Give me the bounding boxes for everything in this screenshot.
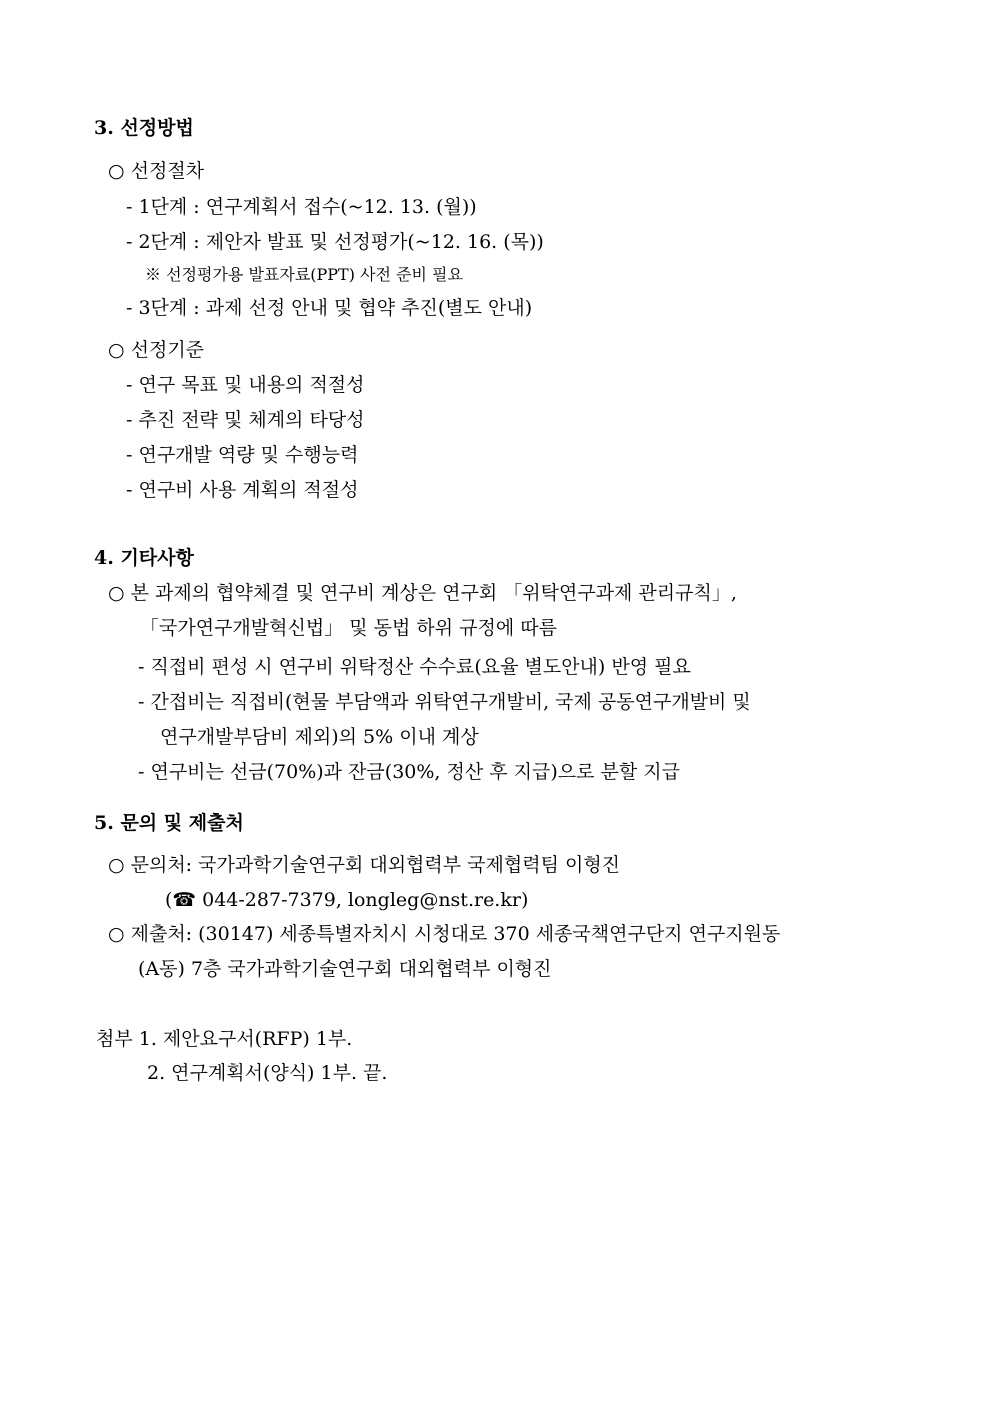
agreement-paragraph-line2: 「국가연구개발혁신법」 및 동법 하위 규정에 따름 <box>140 617 557 639</box>
criteria-item: - 연구 목표 및 내용의 적절성 <box>126 374 365 396</box>
attachment-1: 첨부 1. 제안요구서(RFP) 1부. <box>96 1028 353 1050</box>
cost-item: - 간접비는 직접비(현물 부담액과 위탁연구개발비, 국제 공동연구개발비 및 <box>138 691 751 713</box>
inquiry-phone-email: (☎ 044-287-7379, longleg@nst.re.kr) <box>165 889 529 911</box>
cost-item: - 연구비는 선금(70%)과 잔금(30%, 정산 후 지급)으로 분할 지급 <box>138 761 680 783</box>
submission-address: ○ 제출처: (30147) 세종특별자치시 시청대로 370 세종국책연구단지 연구지원동 <box>108 923 781 945</box>
section-4-heading: 4. 기타사항 <box>94 547 194 569</box>
selection-criteria-bullet: ○ 선정기준 <box>108 339 205 361</box>
procedure-step: - 2단계 : 제안자 발표 및 선정평가(~12. 16. (목)) <box>126 231 544 253</box>
criteria-item: - 추진 전략 및 체계의 타당성 <box>126 409 365 431</box>
section-3-heading: 3. 선정방법 <box>94 117 194 139</box>
criteria-item: - 연구개발 역량 및 수행능력 <box>126 444 359 466</box>
procedure-step: - 1단계 : 연구계획서 접수(~12. 13. (월)) <box>126 196 477 218</box>
cost-item: - 직접비 편성 시 연구비 위탁정산 수수료(요율 별도안내) 반영 필요 <box>138 656 691 678</box>
section-5-heading: 5. 문의 및 제출처 <box>94 812 244 834</box>
criteria-item: - 연구비 사용 계획의 적절성 <box>126 479 359 501</box>
submission-address-continued: (A동) 7층 국가과학기술연구회 대외협력부 이형진 <box>138 958 552 980</box>
selection-procedure-bullet: ○ 선정절차 <box>108 160 205 182</box>
ppt-note: ※ 선정평가용 발표자료(PPT) 사전 준비 필요 <box>145 265 463 284</box>
cost-item-continued: 연구개발부담비 제외)의 5% 이내 계상 <box>160 726 479 748</box>
inquiry-contact: ○ 문의처: 국가과학기술연구회 대외협력부 국제협력팀 이형진 <box>108 854 621 876</box>
agreement-paragraph-line1: ○ 본 과제의 협약체결 및 연구비 계상은 연구회 「위탁연구과제 관리규칙」, <box>108 582 737 604</box>
attachment-2: 2. 연구계획서(양식) 1부. 끝. <box>147 1062 388 1084</box>
procedure-step: - 3단계 : 과제 선정 안내 및 협약 추진(별도 안내) <box>126 297 533 319</box>
